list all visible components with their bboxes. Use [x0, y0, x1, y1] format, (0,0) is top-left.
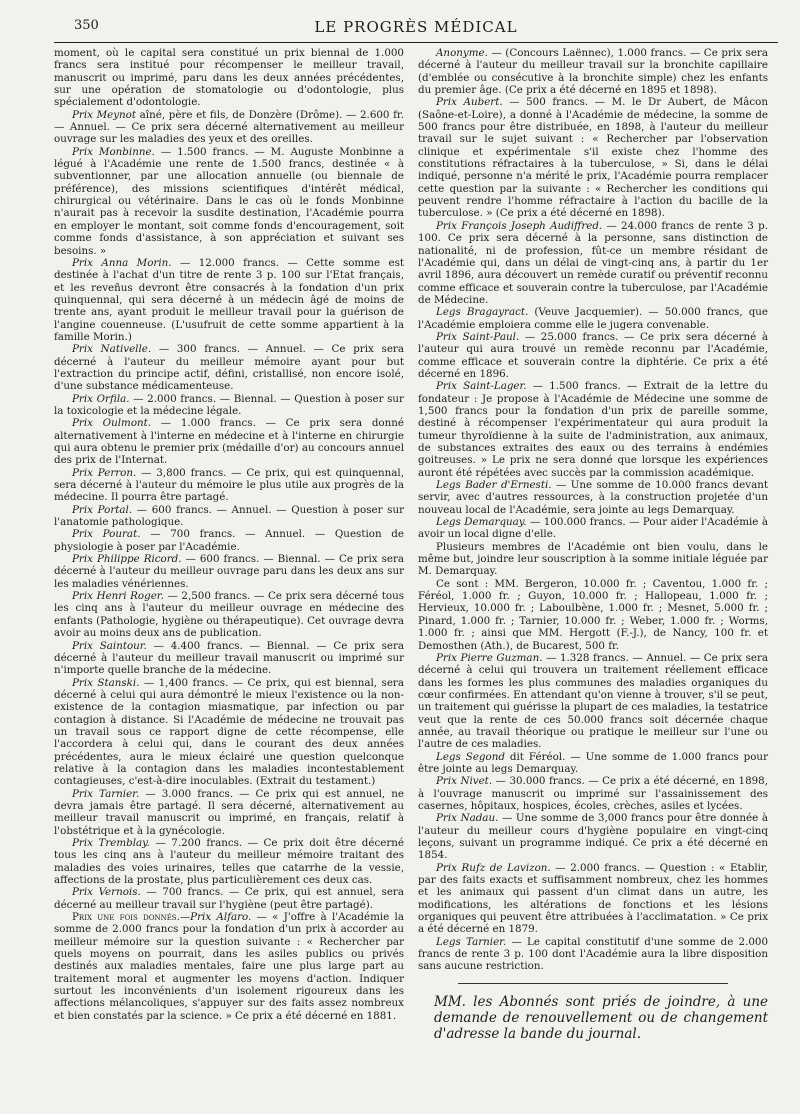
prize-title: Legs Bragayract.: [436, 306, 529, 319]
prize-entry: [54, 677, 404, 788]
prize-title: Prix Saintour.: [72, 639, 147, 652]
prize-entry: [54, 109, 404, 146]
prize-entry: [54, 788, 404, 837]
prize-text: — 3.000 francs. — Ce prix qui est annuel, ne devra jamais être partagé. Il sera décerné, alternativement au meilleur travail manuscrit ou imprimé, en français, relatif à l'obstétrique et à la gynécologie.: [54, 787, 404, 837]
prize-entry: [54, 417, 404, 466]
journal-title: LE PROGRÈS MÉDICAL: [314, 18, 518, 36]
right-column: [418, 47, 768, 1042]
prize-title: Prix Tremblay.: [72, 837, 150, 849]
prize-entry: [54, 504, 404, 529]
prize-text: — 12.000 francs. — Cette somme est destinée à l'achat d'un titre de rente 3 p. 100 sur l'Etat français, et les reveñus devront être consacrés à la fondation d'un prix quinquennal, qui sera décerné à un médecin âgé de moins de trente ans, ayant produit le meilleur travail pour la guérison de l'angine couenneuse. (L'usufruit de cette somme appartient à la famille Morin.): [54, 256, 404, 343]
prize-title: Prix Henri Roger.: [72, 590, 164, 603]
prize-entry: [54, 911, 404, 1022]
prize-title: Prix Nativelle.: [72, 343, 152, 356]
prize-entry: [418, 47, 768, 96]
prize-title: Prix Philippe Ricord.: [72, 553, 182, 566]
prize-text: — 4.400 francs. — Biennal. — Ce prix sera décerné à l'auteur du meilleur travail manuscrit ou imprimé sur n'importe quelle branche de la médecine.: [54, 639, 405, 677]
section-heading: Prix une fois donnés.: [72, 911, 180, 924]
prize-entry: [418, 578, 768, 652]
prize-title: Legs Demarquay.: [436, 516, 527, 529]
prize-text: — Une somme de 3,000 francs pour être donnée à l'auteur du meilleur cours d'hygiène populaire en vingt-cinq leçons, suivant un programme indiqué. Ce prix a été décerné en 1854.: [418, 812, 768, 862]
prize-text: moment, où le capital sera constitué un prix biennal de 1.000 francs sera institué pour récompenser le meilleur travail, manuscrit ou imprimé, paru dans les deux années précédentes, sur une opération de stomatologie ou d'odontologie, plus spécialement d'odontologie.: [54, 47, 404, 109]
prize-entry: [54, 886, 404, 911]
prize-text: — 1.500 francs. — M. Auguste Monbinne a légué à l'Académie une rente de 1.500 francs, destinée « à subventionner, par une allocation annuelle (ou biennale de préférence), des missions scientifiques d'intérêt médical, chirurgical ou vétérinaire. Dans le cas où le fonds Monbinne n'aurait pas à recevoir la susdite destination, l'Académie pourra en employer le montant, soit comme fonds d'encouragement, soit comme fonds d'assistance, à son appréciation et suivant ses besoins. »: [54, 145, 404, 257]
prize-title: Prix Monbinne.: [72, 145, 155, 158]
prize-text: — 3,800 francs. — Ce prix, qui est quinquennal, sera décerné à l'auteur du mémoire le plus utile aux progrès de la médecine. Il pourra être partagé.: [54, 466, 404, 504]
prize-entry: [54, 393, 404, 418]
prize-title: Prix Oulmont.: [72, 417, 152, 430]
prize-text: — 25.000 francs. — Ce prix sera décerné à l'auteur qui aura trouvé un remède reconnu par l'Académie, comme efficace et souverain contre la diphtérie. Ce prix a été décerné en 1896.: [418, 330, 769, 380]
prize-text: — 2.000 francs. — Question : « Etablir, par des faits exacts et suffisamment nombreux, chez les hommes et les animaux qui passent d'un climat dans un autre, les modifications, les altérations de fonctions et les lésions organiques qui peuvent être attribuées à l'acclimatation. » Ce prix a été décerné en 1879.: [418, 861, 768, 936]
prize-title: Anonyme.: [436, 47, 488, 59]
prize-text: — 24.000 francs de rente 3 p. 100. Ce prix sera décerné à la personne, sans distinction de nationalité, ni de profession, fût-ce un membre résidant de l'Académie qui, dans un délai de vingt-cinq ans, à partir du 1er avril 1896, aura découvert un remède curatif ou préventif reconnu comme efficace et souverain contre la tuberculose, par l'Académie de Médecine.: [418, 219, 768, 306]
prize-text: Plusieurs membres de l'Académie ont bien voulu, dans le même but, joindre leur souscription à la somme initiale léguée par M. Demarquay.: [418, 540, 768, 578]
prize-title: Prix Saint-Lager.: [436, 380, 527, 393]
left-column: [54, 47, 404, 1042]
prize-text: — 600 francs. — Annuel. — Question à poser sur l'anatomie pathologique.: [54, 503, 405, 529]
prize-entry: [418, 812, 768, 861]
header-rule: [54, 42, 778, 43]
prize-text: — 700 francs. — Ce prix, qui est annuel, sera décerné au meilleur travail sur l'hygiène (peut être partagé).: [54, 886, 404, 911]
prize-entry: [54, 837, 404, 886]
prize-text: — 1,400 francs. — Ce prix, qui est biennal, sera décerné à celui qui aura démontré le mieux l'existence ou la non-existence de la contagion miasmatique, par infection ou par contagion à distance. Si l'Académie de médecine ne trouvait pas un travail sous ce rapport digne de cette récompense, elle l'accordera à celui qui, dans le courant des deux années précédentes, aura le mieux éclairé une question quelconque relative à la contagion dans les maladies incontestablement contagieuses, c'est-à-dire inoculables. (Extrait du testament.): [54, 676, 404, 788]
prize-entry: [54, 553, 404, 590]
prize-text: Ce sont : MM. Bergeron, 10.000 fr. ; Caventou, 1.000 fr. ; Féréol, 1.000 fr. ; Guyon, 10.000 fr. ; Hallopeau, 1.000 fr. ; Hervieux, 10.000 fr. ; Laboulbène, 1.000 fr. ; Mesnet, 5.000 fr. ; Pinard, 1.000 fr. ; Tarnier, 10.000 fr. ; Weber, 1.000 fr. ; Worms, 1.000 fr. ; ainsi que MM. Hergott (F.-J.), de Nancy, 100 fr. et Demosthen (Ath.), de Bucarest, 500 fr.: [418, 577, 768, 652]
prize-entry: [54, 467, 404, 504]
prize-text: — 700 francs. — Annuel. — Question de physiologie à poser par l'Académie.: [54, 528, 404, 553]
prize-text: — « J'offre à l'Académie la somme de 2.000 francs pour la fondation d'un prix à accorder au meilleur mémoire sur la question suivante : « Rechercher par quels moyens on pourrait, dans les asiles publics ou privés destinés aux maladies mentales, faire une plus large part au traitement moral et augmenter les moyens d'action. Indiquer surtout les inconvénients d'un isolement rigoureux dans les affections mélancoliques, s'appuyer sur des faits assez nombreux et bien constatés par la science. » Ce prix a été décerné en 1881.: [54, 911, 404, 1022]
prize-title: Prix Portal.: [72, 503, 133, 516]
prize-title: Prix Perron.: [72, 466, 137, 479]
right-column-entries: [418, 47, 768, 973]
two-column-body: [54, 47, 778, 1042]
prize-text: — 600 francs. — Biennal. — Ce prix sera décerné à l'auteur du meilleur ouvrage paru dans les deux ans sur les maladies vénériennes.: [54, 553, 405, 590]
prize-text: dit Féréol. — Une somme de 1.000 francs pour être jointe au legs Demarquay.: [418, 750, 768, 775]
subscriber-notice: MM. les Abonnés sont priés de joindre, à une demande de renouvellement ou de changement d'adresse la bande du journal.: [434, 993, 768, 1042]
prize-entry: [418, 775, 768, 812]
prize-entry: [418, 479, 768, 516]
prize-title: Prix Pourat.: [72, 528, 141, 541]
prize-title: Prix Meynot: [72, 108, 137, 121]
prize-entry: [418, 862, 768, 936]
prize-title: Prix Nadau.: [436, 812, 499, 825]
prize-entry: [54, 343, 404, 392]
prize-entry: [54, 528, 404, 553]
prize-text: — Une somme de 10.000 francs devant servir, avec d'autres ressources, à la construction projetée d'un nouveau local de l'Académie, sera jointe au legs Demarquay.: [418, 479, 768, 516]
prize-entry: [54, 640, 404, 677]
prize-entry: [54, 590, 404, 639]
prize-title: Prix Orfila.: [72, 392, 130, 405]
prize-text: — 30.000 francs. — Ce prix a été décerné, en 1898, à l'ouvrage manuscrit ou imprimé sur l'assainissement des casernes, hôpitaux, hospices, écoles, crèches, asiles et lycées.: [418, 775, 768, 812]
prize-text: aîné, père et fils, de Donzère (Drôme). — 2.600 fr. — Annuel. — Ce prix sera décerné alternativement au meilleur ouvrage sur les maladies des yeux et des oreilles.: [54, 108, 404, 146]
prize-title: Legs Tarnier.: [436, 935, 507, 948]
prize-entry: [418, 96, 768, 219]
prize-text: — 100.000 francs. — Pour aider l'Académie à avoir un local digne d'elle.: [418, 516, 768, 541]
notice-divider: [458, 983, 728, 984]
prize-entry: [418, 541, 768, 578]
prize-entry: [54, 47, 404, 109]
prize-text: — 1.328 francs. — Annuel. — Ce prix sera décerné à celui qui trouvera un traitement réellement efficace dans les formes les plus communes des maladies organiques du cœur confirmées. En attendant qu'on vienne à trouver, s'il se peut, un traitement qui guérisse la plupart de ces maladies, la testatrice veut que la rente de ces 50.000 francs soit décernée chaque année, au travail théorique ou pratique le meilleur sur l'une ou l'autre de ces maladies.: [418, 651, 769, 751]
prize-title: Prix Pierre Guzman.: [436, 651, 543, 664]
prize-text: — Le capital constitutif d'une somme de 2.000 francs de rente 3 p. 100 dont l'Académie aura la libre disposition sans aucune restriction.: [418, 935, 768, 973]
prize-text: — 2,500 francs. — Ce prix sera décerné tous les cinq ans à l'auteur du meilleur ouvrage en médecine des enfants (Pathologie, hygiène ou thérapeutique). Cet ouvrage devra avoir au moins deux ans de publication.: [54, 590, 404, 640]
prize-title: Prix Saint-Paul.: [436, 330, 520, 343]
prize-title: Legs Segond: [436, 750, 505, 763]
prize-title: Prix Stanski.: [72, 676, 140, 689]
prize-title: Prix Tarnier.: [72, 787, 140, 800]
prize-title: Prix Nivet.: [436, 775, 493, 788]
prize-entry: [418, 306, 768, 331]
prize-text: — (Concours Laënnec), 1.000 francs. — Ce prix sera décerné à l'auteur du meilleur travail sur la bronchite capillaire (d'emblée ou consécutive à la bronchite simple) chez les enfants du premier âge. (Ce prix a été décerné en 1895 et 1898).: [418, 47, 768, 97]
prize-entry: [418, 331, 768, 380]
prize-entry: [418, 751, 768, 776]
prize-text: — 500 francs. — M. le Dr Aubert, de Mâcon (Saône-et-Loire), a donné à l'Académie de médecine, la somme de 500 francs pour être distribuée, en 1898, à l'auteur du meilleur travail sur le sujet suivant : « Rechercher par l'observation clinique et expérimentale s'il existe chez l'homme des constitutions réfractaires à la tuberculose, » Si, dans le délai indiqué, personne n'a mérité le prix, l'Académie pourra remplacer cette question par la suivante : « Rechercher les conditions qui peuvent rendre l'homme réfractaire à l'action du bacille de la tuberculose. » (Ce prix a été décerné en 1898).: [418, 96, 768, 220]
prize-title: Prix François Joseph Audiffred.: [436, 219, 603, 232]
prize-text: — 300 francs. — Annuel. — Ce prix sera décerné à l'auteur du meilleur mémoire ayant pour but l'extraction du principe actif, défini, cristallisé, non encore isolé, d'une substance médicamenteuse.: [54, 343, 404, 393]
prize-entry: [418, 380, 768, 479]
prize-title: Prix Vernois.: [72, 886, 141, 899]
prize-title: Prix Anna Morin.: [72, 256, 172, 269]
prize-entry: [54, 257, 404, 343]
prize-entry: [418, 516, 768, 541]
prize-text: — 7.200 francs. — Ce prix doit être décerné tous les cinq ans à l'auteur du meilleur mémoire traitant des maladies des voies urinaires, telles que catarrhe de la vessie, affections de la prostate, plus particulièrement ces deux cas.: [54, 837, 405, 887]
prize-text: — 1.000 francs. — Ce prix sera donné alternativement à l'interne en médecine et à l'interne en chirurgie qui aura obtenu le premier prix (médaille d'or) au concours annuel des prix de l'Internat.: [54, 417, 404, 467]
prize-title: Prix Rufz de Lavizon.: [436, 861, 551, 874]
prize-entry: [418, 652, 768, 751]
prize-entry: [418, 220, 768, 306]
prize-text: — 1.500 francs. — Extrait de la lettre du fondateur : Je propose à l'Académie de Médecine une somme de 1,500 francs pour la fondation d'un prix de pareille somme, destiné à récompenser l'expérimentateur qui aura produit la tumeur thyroïdienne à la suite de l'administration, aux animaux, de substances extraites des eaux ou des terrains à endémies goitreuses. » Le prix ne sera donné que lorsque les expériences auront été répétées avec succès par la commission académique.: [418, 380, 768, 479]
page-header: [54, 18, 778, 40]
prize-title: Legs Bader d'Ernesti.: [436, 479, 552, 492]
prize-title: —Prix Alfaro.: [179, 911, 252, 924]
prize-entry: [54, 146, 404, 257]
prize-title: Prix Aubert.: [436, 96, 503, 109]
page-number: 350: [74, 18, 99, 33]
prize-text: (Veuve Jacquemier). — 50.000 francs, que l'Académie emploiera comme elle le jugera convenable.: [418, 306, 769, 331]
prize-text: — 2.000 francs. — Biennal. — Question à poser sur la toxicologie et la médecine légale.: [54, 392, 404, 417]
prize-entry: [418, 936, 768, 973]
